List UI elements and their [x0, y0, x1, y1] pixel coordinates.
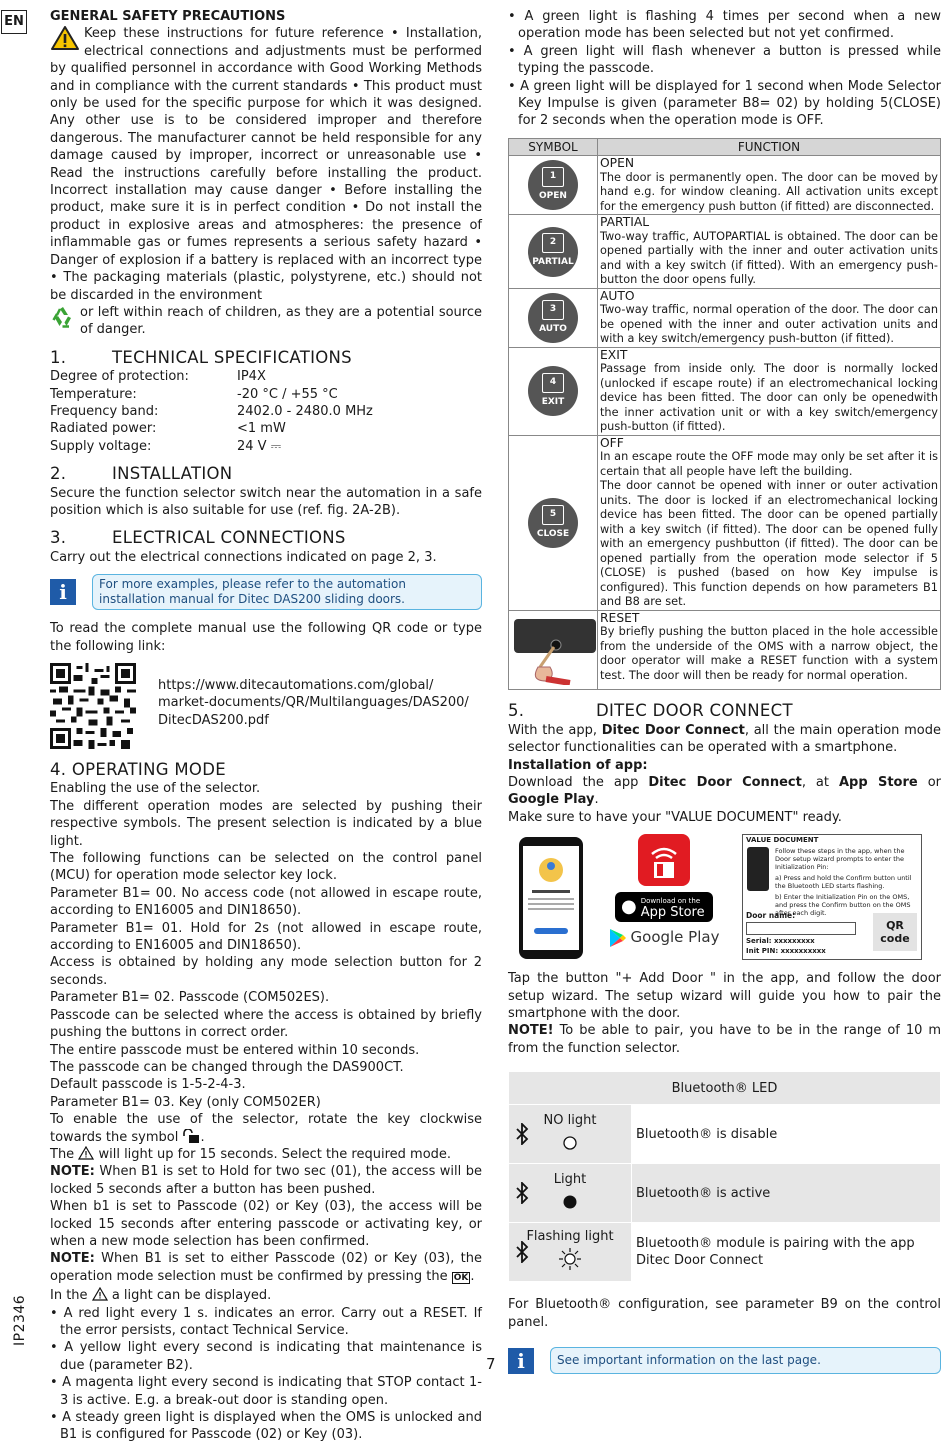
- left-column: [50, 8, 482, 1444]
- note-1: [50, 1163, 482, 1198]
- function-header: FUNCTION: [598, 138, 941, 156]
- bullet-text: A green light is flashing 4 times per second when a new operation mode has been selected but not yet confirmed.: [518, 9, 941, 42]
- value-doc-steps: [775, 847, 917, 917]
- bullet-item: • A yellow light every second is indicating that maintenance is due (parameter B2).: [50, 1340, 482, 1373]
- document-code: IP2346: [12, 1294, 28, 1346]
- info-box-text: See important information on the last page.: [550, 1347, 941, 1374]
- qr-link-line: https://www.ditecautomations.com/global/: [158, 678, 434, 693]
- qr-row: [50, 663, 482, 749]
- operating-text: [50, 1287, 482, 1304]
- qr-link-line: DitecDAS200.pdf: [158, 712, 269, 728]
- bluetooth-table: [508, 1071, 941, 1282]
- function-row-reset: [509, 610, 941, 690]
- symbol-cell: [509, 156, 598, 215]
- bullet-text: A green light will be displayed for 1 second when Mode Selector Key Impulse is given (parameter B8= 02) by holding 5(CLOSE) for 2 seconds when the operation mode is OFF.: [518, 78, 941, 129]
- app-row: [508, 834, 941, 964]
- safety-text: [50, 25, 482, 304]
- bluetooth-header: Bluetooth® LED: [509, 1072, 941, 1105]
- operating-text: The entire passcode must be entered within 10 seconds.: [50, 1042, 420, 1058]
- note-label: NOTE:: [50, 1251, 95, 1267]
- operating-text: The passcode can be changed through the DAS900CT.: [50, 1059, 404, 1075]
- function-name: PARTIAL: [600, 215, 650, 230]
- google-play-label: Google Play: [630, 928, 720, 947]
- connect-text: [508, 774, 941, 809]
- connect-heading: [508, 702, 941, 719]
- glyph: 2: [542, 233, 564, 253]
- spec-key: Radiated power:: [50, 421, 157, 437]
- safety-text-2: or left within reach of children, as they are a potential source of danger.: [80, 304, 482, 338]
- bullet-item: • A green light is flashing 4 times per second when a new operation mode has been selected but not yet confirmed.: [508, 9, 941, 42]
- spec-key: Temperature:: [50, 386, 137, 402]
- spec-value: <1 mW: [237, 421, 286, 437]
- text-fragment: In the: [50, 1288, 88, 1304]
- led-state-cell: [509, 1164, 632, 1223]
- text-fragment: Download the app: [508, 774, 639, 790]
- function-name: OFF: [600, 435, 624, 450]
- right-column: [508, 8, 941, 1384]
- info-note: [50, 574, 482, 610]
- function-cell: [598, 435, 941, 610]
- language-tag: EN: [1, 10, 27, 34]
- value-doc-line: b) Enter the Initialization Pin on the OMS, and press the Confirm button on the OMS after each digit.: [775, 893, 911, 918]
- electrical-number: 3.: [50, 528, 67, 548]
- led-state-cell: [509, 1105, 632, 1164]
- bluetooth-row: [509, 1105, 941, 1164]
- text-fragment: The: [50, 1146, 75, 1162]
- safety-title: GENERAL SAFETY PRECAUTIONS: [50, 9, 286, 24]
- exit-mode-icon[interactable]: [528, 366, 578, 416]
- bluetooth-row: [509, 1223, 941, 1282]
- led-desc: Bluetooth® is active: [632, 1164, 941, 1223]
- reset-illustration-icon: [510, 611, 596, 685]
- function-cell: [598, 347, 941, 435]
- spec-row: [50, 438, 482, 455]
- qr-link[interactable]: [158, 677, 469, 729]
- spec-key: Supply voltage:: [50, 438, 152, 454]
- led-desc: Bluetooth® module is pairing with the app: [636, 1235, 915, 1251]
- apple-icon: ●: [621, 896, 637, 918]
- electrical-heading: [50, 529, 482, 546]
- parameter-b1-00: Parameter B1= 00. No access code (not allowed in escape route, according to EN16005 and DIN18650).: [50, 885, 482, 919]
- install-app-label: Installation of app:: [508, 757, 648, 773]
- app-store-badge[interactable]: [615, 892, 713, 922]
- led-desc-cell: [632, 1223, 941, 1282]
- tech-heading: [50, 349, 482, 366]
- symbol-header: SYMBOL: [509, 138, 598, 156]
- spec-key: Degree of protection:: [50, 369, 189, 385]
- electrical-text: Carry out the electrical connections indicated on page 2, 3.: [50, 549, 437, 565]
- symbol-cell: [509, 215, 598, 289]
- warning-outline-icon: [78, 1146, 94, 1160]
- function-name: OPEN: [600, 156, 635, 171]
- connect-text: Tap the button "+ Add Door " in the app, and follow the door setup wizard. The setup wizard will guide you how to pair the smartphone with the door.: [508, 971, 941, 1021]
- spec-row: [50, 420, 482, 437]
- note-2: NOTE: When B1 is set to either Passcode (02) or Key (03), the operation mode selection must be confirmed by pressing the OK .: [50, 1251, 482, 1284]
- bluetooth-config-text: For Bluetooth® configuration, see parameter B9 on the control panel.: [508, 1297, 941, 1330]
- glyph: 1: [542, 167, 564, 187]
- glyph: 3: [542, 300, 564, 320]
- symbol-cell: [509, 610, 598, 690]
- function-cell: [598, 156, 941, 215]
- bullet-text: A green light will flash whenever a button is pressed while typing the passcode.: [518, 43, 942, 77]
- spec-value: -20 °C / +55 °C: [237, 386, 338, 402]
- text-fragment: a light can be displayed.: [111, 1288, 272, 1304]
- bullet-text: A magenta light every second is indicating that STOP contact 1-3 is active. E.g. a break-out door is standing open.: [60, 1375, 482, 1408]
- function-desc: The door is permanently open. The door can be moved by hand e.g. for window cleaning. All activation units except for the emergency push button (if fitted) are disconnected.: [600, 170, 938, 213]
- text-fragment: will light up for 15 seconds. Select the required mode.: [98, 1146, 452, 1162]
- operating-text: The following functions can be selected on the control panel (MCU) for operation mode selector key lock.: [50, 851, 482, 884]
- app-store-label: App Store: [640, 905, 705, 921]
- page-number: 7: [486, 1355, 496, 1373]
- operating-text: The different operation modes are selected by pushing their respective symbols. The present selection is indicated by a blue light.: [50, 798, 482, 849]
- function-row-auto: [509, 288, 941, 347]
- connect-text: [508, 722, 941, 757]
- function-table: [508, 138, 941, 691]
- warning-triangle-icon: [50, 25, 80, 51]
- text-fragment: , all the main operation mode selector functionalities can be operated with a smartphone.: [508, 722, 942, 756]
- spec-value: 2402.0 - 2480.0 MHz: [237, 403, 373, 419]
- door-name-label: Door name:: [746, 911, 796, 921]
- qr-intro: To read the complete manual use the following QR code or type the following link:: [50, 621, 482, 654]
- operating-subtitle: Enabling the use of the selector.: [50, 781, 261, 797]
- smartphone-icon: [518, 836, 584, 960]
- led-desc: Ditec Door Connect: [636, 1253, 764, 1269]
- function-cell: [598, 215, 941, 289]
- symbol-label: AUTO: [539, 323, 567, 334]
- init-pin-label: Init PIN: xxxxxxxxxx: [746, 947, 826, 956]
- note-text: When B1 is set to either Passcode (02) or Key (03), the operation mode selection must be confirmed by pressing the: [50, 1251, 482, 1284]
- bullet-text: A steady green light is displayed when the OMS is unlocked and B1 is configured for Passcode (02) or Key (03).: [60, 1410, 482, 1443]
- led-state: Flashing light: [526, 1228, 614, 1244]
- install-title: INSTALLATION: [112, 464, 233, 484]
- partial-mode-icon[interactable]: [528, 227, 578, 277]
- default-passcode: Default passcode is 1-5-2-4-3.: [50, 1077, 246, 1093]
- symbol-cell: [509, 435, 598, 610]
- operating-text: Passcode can be selected where the access is obtained by briefly pushing the buttons in correct order.: [50, 1007, 482, 1041]
- function-row-off: [509, 435, 941, 610]
- function-cell: [598, 610, 941, 690]
- bullet-text: A red light every 1 s. indicates an error. Carry out a RESET. If the error persists, contact Technical Service.: [60, 1305, 482, 1338]
- qr-code-placeholder: QR code: [873, 913, 917, 951]
- function-name: AUTO: [600, 288, 635, 303]
- unlock-icon: [182, 1129, 200, 1143]
- function-desc: In an escape route the OFF mode may only be set after it is certain that all people have left the building. The door cannot be opened with inner or outer activation units. The door is locked if an electromechanical locking device has been fitted. The door can be opened partially with a key switch (if fitted). The door can be opened fully with an emergency pushbutton (if fitted). The door can be opened partially from the operation mode selector if 5 (CLOSE) is pushed (based on how Key impulse is configured). This function depends on how parameters B1 and B8 are set.: [600, 450, 938, 609]
- parameter-b1-03: Parameter B1= 03. Key (only COM502ER): [50, 1094, 321, 1110]
- led-on-icon: [562, 1194, 578, 1210]
- value-doc-line: a) Press and hold the Confirm button until the Bluetooth LED starts flashing.: [775, 874, 912, 891]
- operating-text: When b1 is set to Passcode (02) or Key (03), the access will be locked 15 seconds after entering passcode or activating key, or when a new mode selection has been confirmed.: [50, 1199, 482, 1249]
- bullet-item: • A green light will be displayed for 1 second when Mode Selector Key Impulse is given (parameter B8= 02) by holding 5(CLOSE) for 2 seconds when the operation mode is OFF.: [508, 78, 941, 129]
- note-label: NOTE!: [508, 1023, 554, 1039]
- symbol-label: CLOSE: [536, 528, 570, 539]
- spec-value: IP4X: [237, 369, 266, 385]
- auto-mode-icon[interactable]: [528, 293, 578, 343]
- ditec-app-icon[interactable]: [638, 834, 690, 886]
- function-row-open: [509, 156, 941, 215]
- text-fragment: .: [594, 792, 599, 808]
- text-fragment: With the app,: [508, 722, 597, 738]
- led-state: Light: [553, 1171, 587, 1187]
- google-play-icon: [609, 928, 627, 948]
- value-doc-line: Follow these steps in the app, when the Door setup wizard prompts to enter the Initialization Pin:: [775, 847, 905, 872]
- function-name: EXIT: [600, 347, 628, 362]
- tech-number: 1.: [50, 347, 67, 367]
- symbol-cell: [509, 347, 598, 435]
- spec-key: Frequency band:: [50, 403, 159, 419]
- google-play-badge[interactable]: [609, 928, 720, 948]
- led-desc: Bluetooth® is disable: [632, 1105, 941, 1164]
- value-document: [742, 834, 922, 960]
- keypad-icon: [747, 847, 769, 891]
- safety-text-recycle: [50, 304, 482, 339]
- function-desc: Passage from inside only. The door is normally locked (unlocked if escape route) if an electromechanical locking device has been fitted. The door can only be openedwith the inner activation unit or with a key switch/emergency push-button (if fitted).: [600, 362, 938, 434]
- bullet-item: • A green light will flash whenever a button is pressed while typing the passcode.: [508, 43, 942, 77]
- operating-title: 4. OPERATING MODE: [50, 760, 226, 779]
- led-state: NO light: [543, 1112, 597, 1128]
- bluetooth-icon: [515, 1182, 529, 1204]
- qr-code-icon[interactable]: [50, 663, 136, 749]
- google-play-name: Google Play: [508, 792, 595, 808]
- connect-number: 5.: [508, 701, 525, 721]
- info-box-text: For more examples, please refer to the automation installation manual for Ditec DAS200 sliding doors.: [92, 574, 482, 610]
- info-icon: i: [50, 579, 76, 605]
- function-desc: By briefly pushing the button placed in the hole accessible from the underside of the OMS with a narrow object, the door operator will make a RESET function with a system test. The door will then be ready for normal operation.: [600, 625, 938, 682]
- connect-text: Make sure to have your "VALUE DOCUMENT" ready.: [508, 809, 842, 825]
- symbol-label: EXIT: [541, 397, 565, 408]
- glyph: 5: [542, 505, 564, 525]
- operating-text: [50, 1146, 482, 1163]
- text-fragment: or: [927, 774, 941, 790]
- parameter-b1-01: Parameter B1= 01. Hold for 2s (not allowed in escape route, according to EN16005 and DIN18650).: [50, 920, 482, 954]
- connect-title: DITEC DOOR CONNECT: [596, 701, 793, 721]
- info-icon: i: [508, 1348, 534, 1374]
- note-text: When B1 is set to Hold for two sec (01), the access will be locked 5 seconds after a button has been pushed.: [50, 1164, 482, 1197]
- bullet-item: • A magenta light every second is indicating that STOP contact 1-3 is active. E.g. a break-out door is standing open.: [50, 1375, 482, 1408]
- symbol-cell: [509, 288, 598, 347]
- app-name: Ditec Door Connect: [601, 722, 745, 738]
- spec-value: 24 V ⎓: [237, 438, 282, 454]
- ok-button-icon: OK: [453, 1272, 469, 1283]
- function-desc: Two-way traffic, AUTOPARTIAL is obtained. The door can be opened partially with the inner and outer activation units and with a key switch (if fitted). With an emergency push-button the door opens fully.: [600, 229, 938, 287]
- warning-outline-icon: [92, 1287, 108, 1301]
- tech-title: TECHNICAL SPECIFICATIONS: [112, 347, 352, 367]
- spec-list: [50, 368, 482, 455]
- info-note: [508, 1347, 941, 1374]
- bluetooth-row: [509, 1164, 941, 1223]
- led-state-cell: [509, 1223, 632, 1282]
- install-number: 2.: [50, 464, 67, 484]
- glyph: 4: [542, 373, 564, 393]
- bullet-text: A yellow light every second is indicating that maintenance is due (parameter B2).: [60, 1340, 482, 1373]
- operating-text: To enable the use of the selector, rotate the key clockwise towards the symbol .: [50, 1112, 482, 1145]
- store-badges: [604, 834, 724, 948]
- parameter-b1-02: Parameter B1= 02. Passcode (COM502ES).: [50, 990, 330, 1006]
- qr-link-line: market-documents/QR/Multilanguages/DAS200/: [158, 695, 469, 711]
- app-store-name: App Store: [838, 774, 918, 790]
- note-text: To be able to pair, you have to be in the range of 10 m from the function selector.: [508, 1023, 941, 1056]
- led-off-icon: [562, 1135, 578, 1151]
- electrical-title: ELECTRICAL CONNECTIONS: [112, 528, 346, 548]
- app-name: Ditec Door Connect: [648, 774, 802, 790]
- note-label: NOTE:: [50, 1164, 95, 1180]
- bullet-item: • A red light every 1 s. indicates an error. Carry out a RESET. If the error persists, contact Technical Service.: [50, 1305, 482, 1338]
- spec-row: [50, 403, 482, 420]
- function-row-exit: [509, 347, 941, 435]
- operating-heading: [50, 761, 482, 778]
- bluetooth-icon: [515, 1123, 529, 1145]
- close-mode-icon[interactable]: [528, 498, 578, 548]
- led-flashing-icon: [558, 1247, 582, 1271]
- key-text: To enable the use of the selector, rotate the key clockwise towards the symbol: [50, 1112, 482, 1145]
- text-fragment: , at: [801, 774, 829, 790]
- value-doc-title: VALUE DOCUMENT: [746, 836, 819, 845]
- serial-label: Serial: xxxxxxxxx: [746, 937, 815, 946]
- connect-note: [508, 1022, 941, 1057]
- door-name-field: [746, 922, 856, 935]
- bullet-item: • A steady green light is displayed when the OMS is unlocked and B1 is configured for Passcode (02) or Key (03).: [50, 1410, 482, 1443]
- symbol-label: OPEN: [539, 191, 567, 202]
- recycle-icon: [50, 304, 76, 330]
- spec-row: [50, 386, 482, 403]
- operating-text: Access is obtained by holding any mode selection button for 2 seconds.: [50, 955, 482, 988]
- bluetooth-table-header: [509, 1072, 941, 1105]
- symbol-label: PARTIAL: [532, 257, 574, 268]
- function-row-partial: [509, 215, 941, 289]
- open-mode-icon[interactable]: [528, 160, 578, 210]
- install-text: Secure the function selector switch near the automation in a safe position which is also suitable for use (ref. fig. 2A-2B).: [50, 485, 482, 518]
- function-cell: [598, 288, 941, 347]
- safety-text-1: Keep these instructions for future reference • Installation, electrical connections and adjustments must be performed by qualified personnel in accordance with Good Working Methods and in compliance with the current standards • This product must only be used for the specific purpose for which it was designed. Any other use is to be considered improper and therefore dangerous. The manufacturer cannot be held responsible for any damage caused by improper, incorrect or unreasonable use • Read the instructions carefully before installing the product. Incorrect installation may cause danger • Before installing the product, make sure it is in perfect condition • Do not install the product in explosive areas and atmospheres: the presence of inflammable gas or fumes represents a serious safety hazard • Danger of explosion if a battery is replaced with an incorrect type • The packaging materials (plastic, polystyrene, etc.) should not be discarded in the environment: [50, 26, 482, 303]
- function-table-header: [509, 138, 941, 156]
- spec-row: [50, 368, 482, 385]
- install-heading: [50, 465, 482, 482]
- function-desc: Two-way traffic, normal operation of the door. The door can be opened with the inner and outer activation units and with a key switch/emergency push-button (if fitted).: [600, 303, 938, 346]
- function-name: RESET: [600, 610, 640, 625]
- app-store-small-label: Download on the: [640, 897, 701, 906]
- bluetooth-icon: [515, 1241, 529, 1263]
